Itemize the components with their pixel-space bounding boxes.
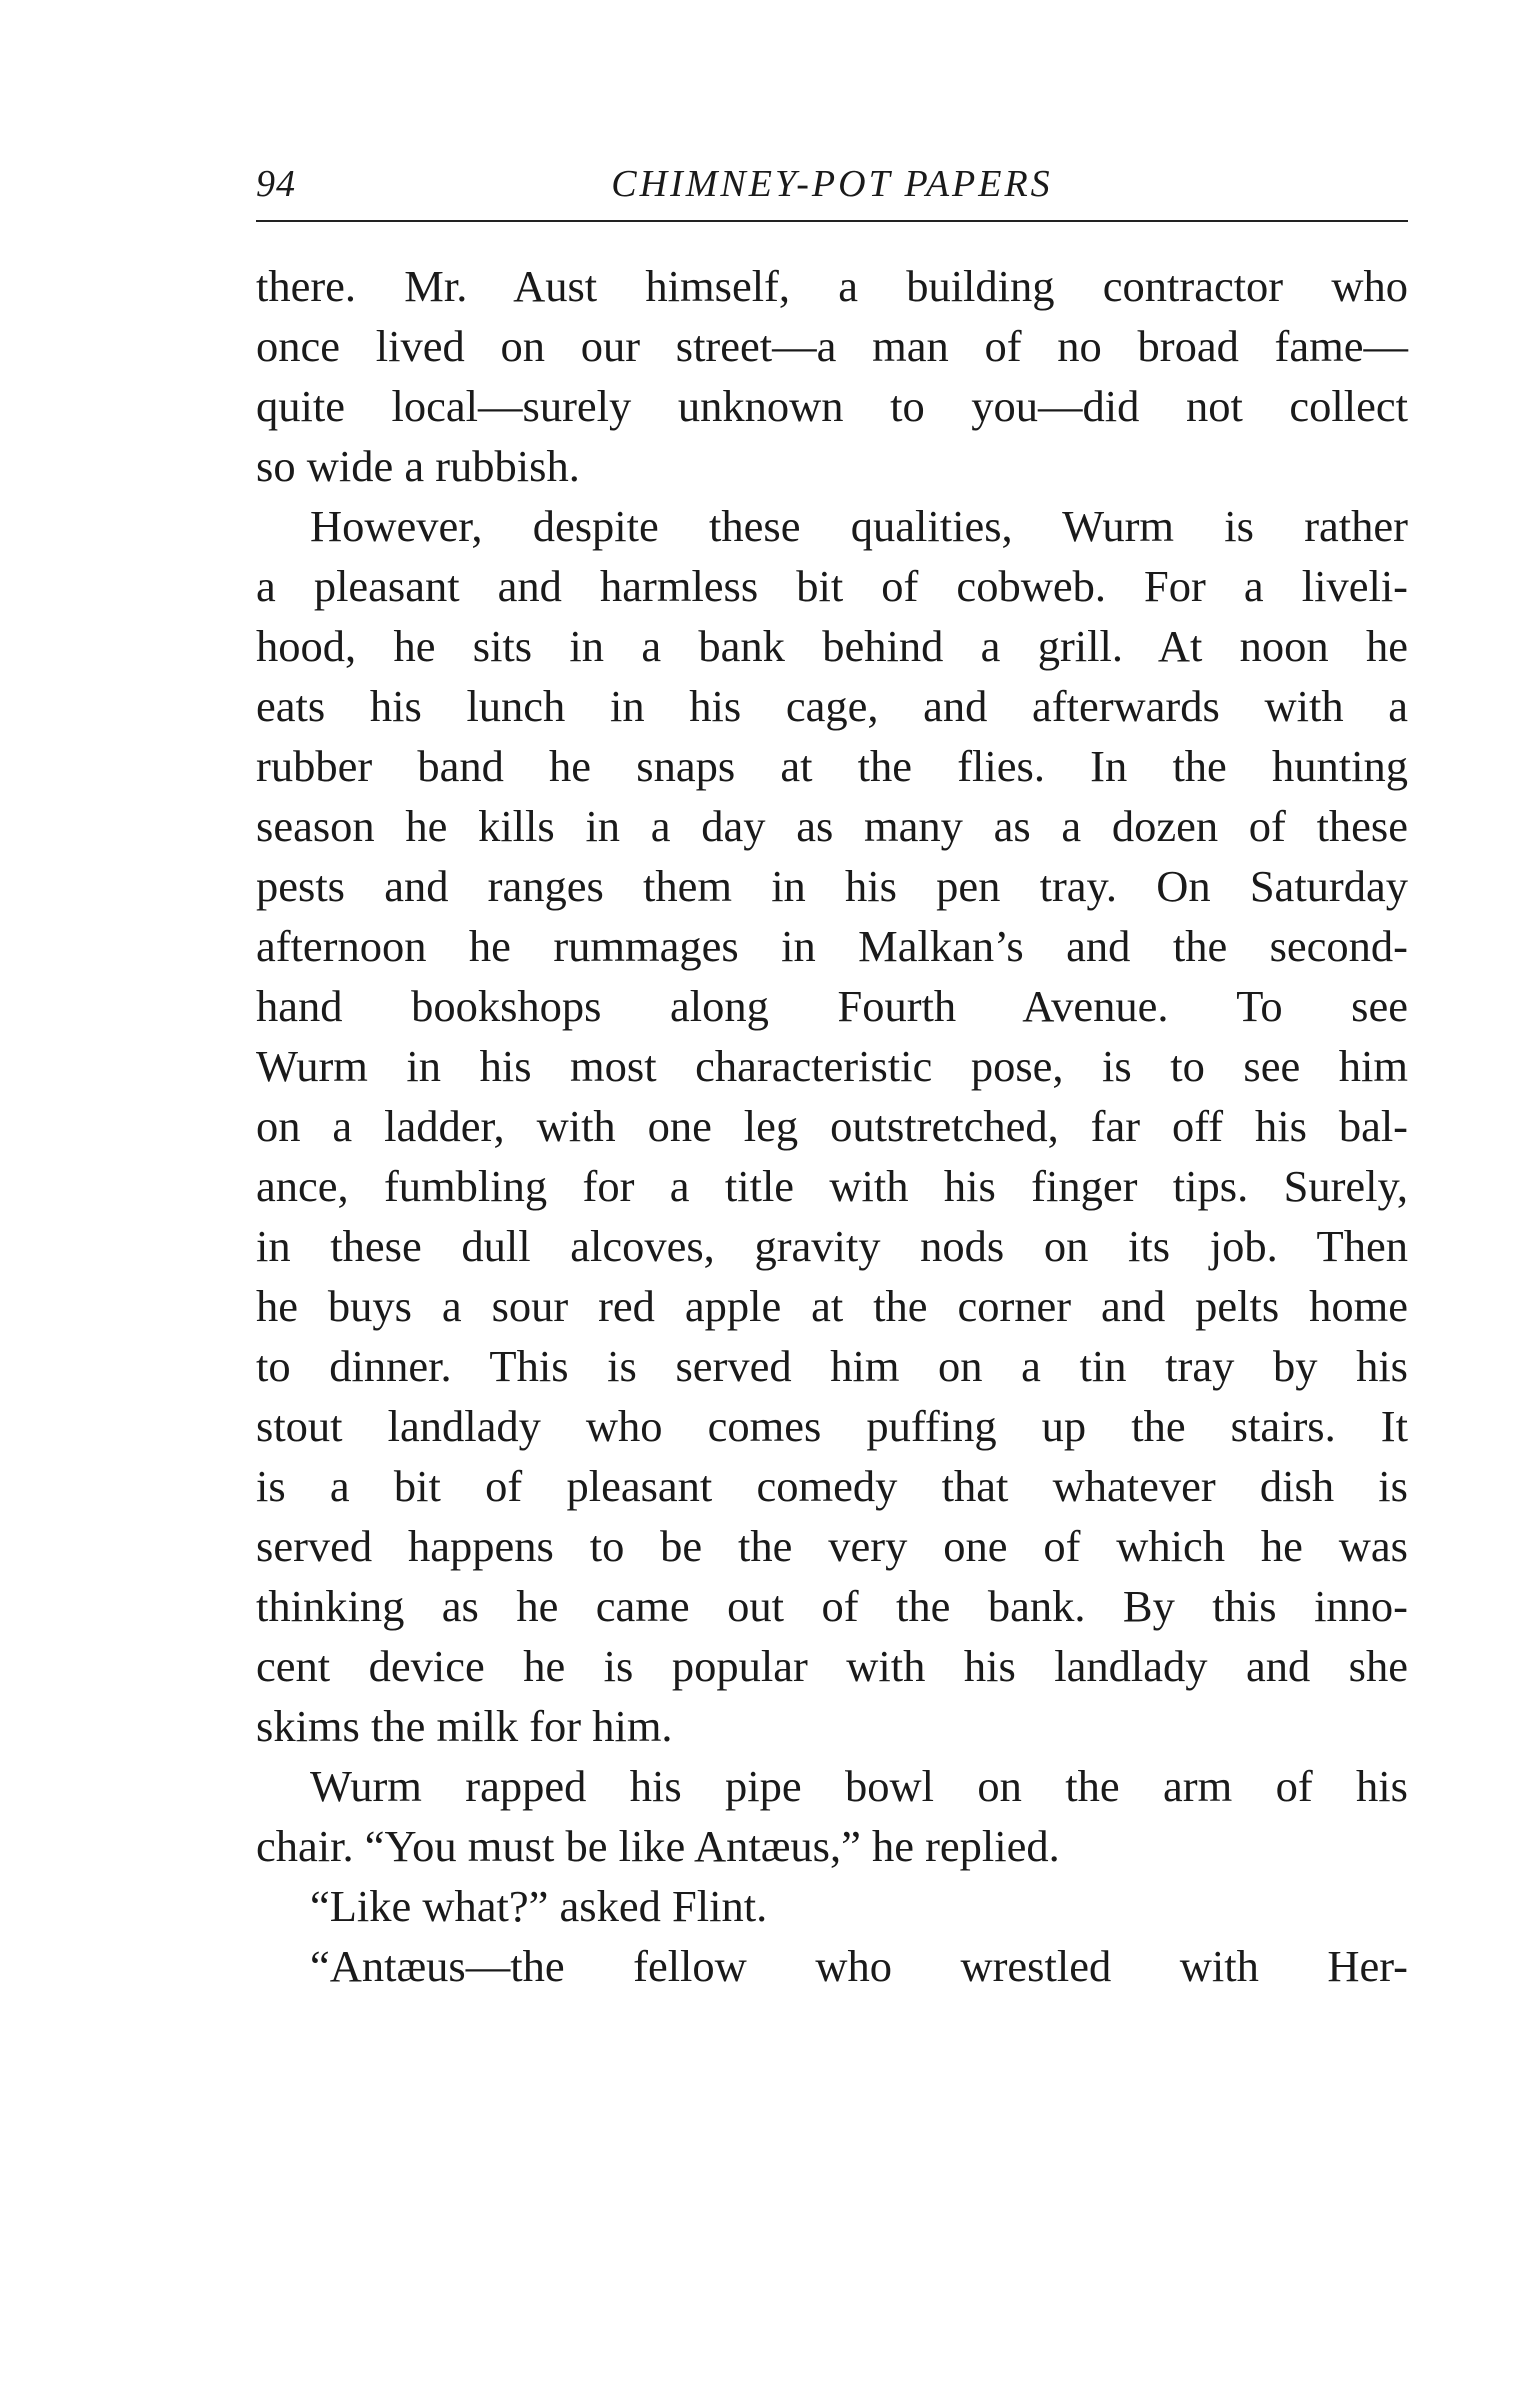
text-line: “Antæus—the fellow who wrestled with Her-	[310, 1941, 1408, 1991]
running-head: CHIMNEY-POT PAPERS	[611, 163, 1053, 205]
text-line: rubber band he snaps at the flies. In the hunting	[256, 741, 1408, 791]
text-line: to dinner. This is served him on a tin tray by his	[256, 1341, 1408, 1391]
text-line: a pleasant and harmless bit of cobweb. For a liveli-	[256, 561, 1408, 611]
text-line: “Like what?” asked Flint.	[310, 1881, 768, 1931]
text-line: once lived on our street—a man of no broad fame—	[256, 321, 1408, 371]
text-line: in these dull alcoves, gravity nods on its job. Then	[256, 1221, 1408, 1271]
text-line: hand bookshops along Fourth Avenue. To see	[256, 981, 1408, 1031]
text-line: Wurm rapped his pipe bowl on the arm of his	[310, 1761, 1408, 1811]
text-line: eats his lunch in his cage, and afterwards with a	[256, 681, 1408, 731]
text-line: on a ladder, with one leg outstretched, far off his bal-	[256, 1101, 1408, 1151]
text-line: hood, he sits in a bank behind a grill. At noon he	[256, 621, 1408, 671]
page-header	[256, 158, 1408, 222]
text-line: ance, fumbling for a title with his finger tips. Surely,	[256, 1161, 1408, 1211]
text-line: Wurm in his most characteristic pose, is to see him	[256, 1041, 1408, 1091]
text-line: pests and ranges them in his pen tray. On Saturday	[256, 861, 1408, 911]
text-line: skims the milk for him.	[256, 1701, 673, 1751]
text-line: quite local—surely unknown to you—did not collect	[256, 381, 1408, 431]
text-line: served happens to be the very one of which he was	[256, 1521, 1408, 1571]
text-line: there. Mr. Aust himself, a building contractor who	[256, 261, 1408, 311]
page-number: 94	[256, 163, 296, 205]
text-line: However, despite these qualities, Wurm is rather	[310, 501, 1408, 551]
text-line: is a bit of pleasant comedy that whatever dish is	[256, 1461, 1408, 1511]
text-line: so wide a rubbish.	[256, 441, 580, 491]
text-line: cent device he is popular with his landlady and she	[256, 1641, 1408, 1691]
body-text	[256, 256, 1408, 1996]
text-line: he buys a sour red apple at the corner and pelts home	[256, 1281, 1408, 1331]
text-line: stout landlady who comes puffing up the stairs. It	[256, 1401, 1408, 1451]
text-line: thinking as he came out of the bank. By this inno-	[256, 1581, 1408, 1631]
text-line: season he kills in a day as many as a dozen of these	[256, 801, 1408, 851]
text-line: afternoon he rummages in Malkan’s and the second-	[256, 921, 1408, 971]
text-line: chair. “You must be like Antæus,” he replied.	[256, 1821, 1060, 1871]
